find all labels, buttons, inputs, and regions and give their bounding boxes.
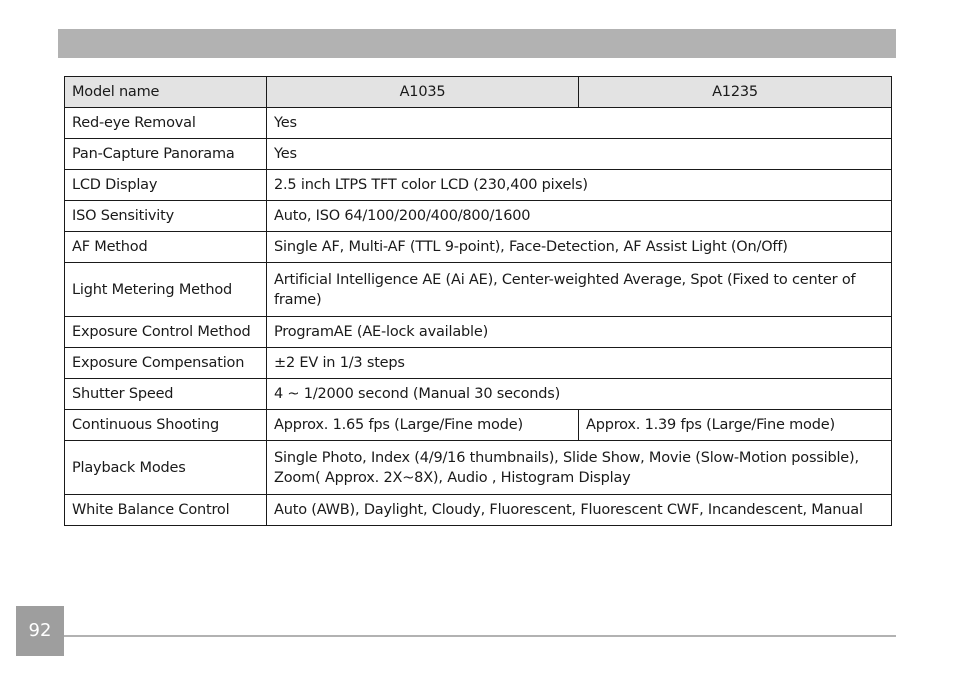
row-value-a1035: Approx. 1.65 fps (Large/Fine mode) — [267, 410, 579, 441]
header-cell-model-name: Model name — [65, 77, 267, 108]
row-label: ISO Sensitivity — [65, 201, 267, 232]
table-row — [65, 108, 892, 139]
row-label: LCD Display — [65, 170, 267, 201]
row-label: Playback Modes — [65, 441, 267, 495]
table-row — [65, 348, 892, 379]
table-row — [65, 201, 892, 232]
table-row — [65, 410, 892, 441]
row-label: Exposure Control Method — [65, 317, 267, 348]
table-row — [65, 170, 892, 201]
row-value: 2.5 inch LTPS TFT color LCD (230,400 pixels) — [267, 170, 892, 201]
table-row — [65, 379, 892, 410]
row-label: AF Method — [65, 232, 267, 263]
row-label: Exposure Compensation — [65, 348, 267, 379]
table-row — [65, 495, 892, 526]
row-value: Single AF, Multi-AF (TTL 9-point), Face-Detection, AF Assist Light (On/Off) — [267, 232, 892, 263]
header-cell-a1035: A1035 — [267, 77, 579, 108]
table-row — [65, 232, 892, 263]
row-label: Continuous Shooting — [65, 410, 267, 441]
row-value: Auto, ISO 64/100/200/400/800/1600 — [267, 201, 892, 232]
row-label: White Balance Control — [65, 495, 267, 526]
row-value: ProgramAE (AE-lock available) — [267, 317, 892, 348]
row-value: ±2 EV in 1/3 steps — [267, 348, 892, 379]
row-label: Red-eye Removal — [65, 108, 267, 139]
row-value: 4 ~ 1/2000 second (Manual 30 seconds) — [267, 379, 892, 410]
row-label: Shutter Speed — [65, 379, 267, 410]
row-value: Yes — [267, 108, 892, 139]
row-label: Pan-Capture Panorama — [65, 139, 267, 170]
table-header-row — [65, 77, 892, 108]
row-value: Auto (AWB), Daylight, Cloudy, Fluorescent, Fluorescent CWF, Incandescent, Manual — [267, 495, 892, 526]
spec-table — [64, 76, 892, 526]
page-number: 92 — [16, 606, 64, 656]
footer-rule — [64, 635, 896, 637]
row-label: Light Metering Method — [65, 263, 267, 317]
header-bar — [58, 29, 896, 58]
row-value: Artificial Intelligence AE (Ai AE), Center-weighted Average, Spot (Fixed to center of frame) — [267, 263, 892, 317]
table-row — [65, 441, 892, 495]
table-row — [65, 139, 892, 170]
row-value: Yes — [267, 139, 892, 170]
table-row — [65, 317, 892, 348]
row-value: Single Photo, Index (4/9/16 thumbnails), Slide Show, Movie (Slow-Motion possible), Zoom( Approx. 2X~8X), Audio , Histogram Display — [267, 441, 892, 495]
row-value-a1235: Approx. 1.39 fps (Large/Fine mode) — [579, 410, 892, 441]
header-cell-a1235: A1235 — [579, 77, 892, 108]
table-row — [65, 263, 892, 317]
